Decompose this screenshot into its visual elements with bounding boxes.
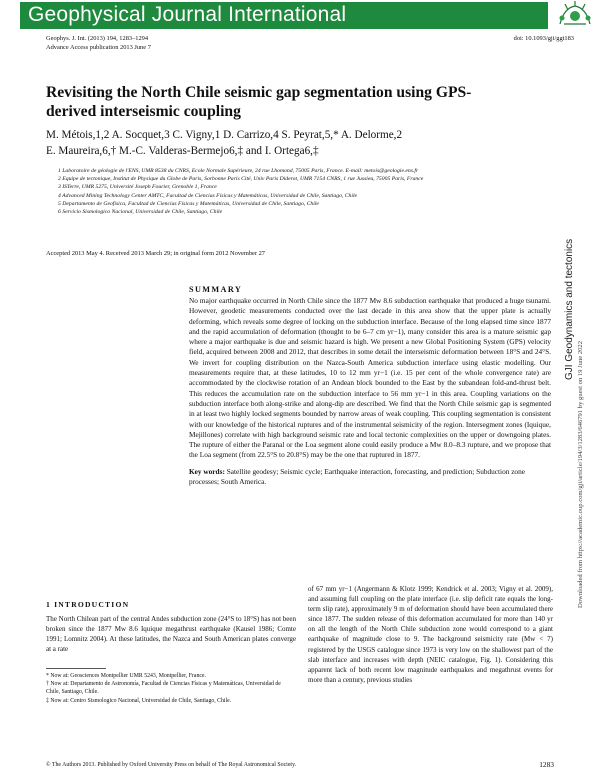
download-note-text: Downloaded from https://academic.oup.com/gji/article/194/3/1283/646791 by guest on 19 June 2022 — [577, 340, 584, 608]
footnotes — [46, 672, 296, 705]
footnote: * Now at: Geosciences Montpellier UMR 5243, Montpellier, France. — [46, 673, 206, 679]
affiliation: 1 Laboratoire de géologie de l'ENS, UMR 8538 du CNRS, Ecole Normale Supérieure, 24 rue Lhomond, 75005 Paris, France. E-mail: metois@geologie.ens.fr — [58, 168, 419, 174]
affiliation: 4 Advanced Mining Technology Center AMTC, Facultad de Ciencias Físicas y Matemáticas, Universidad de Chile, Santiago, Chile — [58, 192, 358, 199]
affiliations — [58, 167, 558, 216]
authors-line-1: M. Métois,1,2 A. Socquet,3 C. Vigny,1 D. Carrizo,4 S. Peyrat,5,* A. Delorme,2 — [46, 129, 403, 141]
journal-title: Geophysical Journal International — [28, 3, 347, 26]
footnote: † Now at: Departamento de Astronomía, Facultad de Ciencias Físicas y Matemáticas, Universidad de Chile, Santiago, Chile. — [46, 681, 281, 696]
summary-text: No major earthquake occurred in North Chile since the 1877 Mw 8.6 subduction earthquake that produced a huge tsunami. However, geodetic measurements conducted over the last decade in this area show that the upper plate is actually deforming, which reveals some degree of locking on the subduction interface. Because of the long elapsed time since 1877 and the rapid accumulation of deformation (thought to be 6–7 cm yr−1), many consider this area is a mature seismic gap where a major earthquake is due and seismic hazard is high. We present a new Global Positioning System (GPS) velocity field, acquired between 2008 and 2012, that describes in some detail the interseismic deformation between 18°S and 24°S. We invert for coupling distribution on the Nazca-South America subduction interface using elastic modelling. Our measurements require that, at these latitudes, 10 to 12 mm yr−1 (i.e. 15 per cent of the whole convergence rate) are accommodated by the clockwise rotation of an Andean block bounded to the East by the subandean fold-and-thrust belt. This reduces the accumulation rate on the subduction interface to 56 mm yr−1 in this area. Coupling variations on the subduction interface both along-strike and along-dip are described. We find that the North Chile seismic gap is segmented in at least two highly locked segments bounded by narrow areas of weak coupling. This coupling segmentation is consistent with our knowledge of the historical ruptures and of the instrumental seismicity of the region. Intersegment zones (Iquique, Mejillones) correlate with high background seismic rate and local tectonic complexities on the upper or downgoing plates. The rupture of either the Paranal or the Loa segment alone could easily produce a Mw 8.0–8.3 rupture, and we propose that the Loa segment (from 22.5°S to 20.8°S) may be the one that ruptured in 1877. — [189, 296, 551, 460]
citation-line: Geophys. J. Int. (2013) 194, 1283–1294 — [46, 35, 149, 42]
affiliation: 3 ISTerre, UMR 5275, Université Joseph Fourier, Grenoble 1, France — [58, 184, 217, 191]
doi: doi: 10.1093/gji/ggt183 — [513, 35, 574, 42]
journal-banner — [20, 2, 548, 29]
journal-section-tag — [564, 140, 575, 380]
footnote-divider — [46, 668, 106, 669]
keywords — [189, 467, 551, 488]
affiliation: 6 Servicio Sismologico Nacional, Universidad de Chile, Santiago, Chile — [58, 209, 223, 216]
citation-block — [46, 35, 151, 52]
download-note[interactable] — [577, 341, 584, 608]
keywords-label: Key words: — [189, 466, 225, 476]
article-title: Revisiting the North Chile seismic gap segmentation using GPS-derived interseismic coupling — [46, 84, 472, 120]
author-list — [46, 128, 526, 159]
affiliation: 2 Equipe de tectonique, Institut de Physique du Globe de Paris, Sorbonne Paris Cité, Univ Paris Diderot, UMR 7154 CNRS, 1 rue Jussieu, 75005 Paris, France — [58, 176, 424, 183]
ras-logo-icon — [550, 0, 600, 30]
journal-section-label: GJI Geodynamics and tectonics — [564, 238, 575, 380]
footnote: ‡ Now at: Centro Sismologico Nacional, Universidad de Chile, Santiago, Chile. — [46, 697, 232, 704]
introduction-heading: 1 INTRODUCTION — [46, 600, 130, 609]
introduction-right-column: of 67 mm yr−1 (Angermann & Klotz 1999; Kendrick et al. 2003; Vigny et al. 2009), and assuming full coupling on the plate interface (i.e. slip deficit rate equals the long-term slip rate), approximately 9 m of deformation should have been accumulated there since 1877. The sudden release of this deformation accumulated for more than 140 yr on all the length of the North Chile subduction zone would correspond to a giant earthquake of magnitude close to 9. The background seismicity rate (Mw < 7) registered by the USGS catalogue since 1973 is very low on the shallowest part of the slab interface and increases with depth (NEIC catalogue, Fig. 1). Considering this apparent lack of both recent low magnitude earthquakes and megathrust events for more than a century, previous studies — [308, 585, 553, 684]
copyright: © The Authors 2013. Published by Oxford University Press on behalf of The Royal Astronomical Society. — [46, 762, 297, 768]
affiliation: 5 Departamento de Geofísica, Facultad de Ciencias Físicas y Matemáticas, Universidad de Chile, Santiago, Chile — [58, 200, 319, 207]
summary-section — [189, 285, 551, 487]
keywords-list: Satellite geodesy; Seismic cycle; Earthquake interaction, forecasting, and prediction; Subduction zone processes; South America. — [189, 466, 525, 487]
summary-heading: SUMMARY — [189, 285, 243, 294]
authors-line-2: E. Maureira,6,† M.-C. Valderas-Bermejo6,‡ and I. Ortega6,‡ — [46, 144, 319, 157]
advance-access-line: Advance Access publication 2013 June 7 — [46, 43, 151, 51]
received-dates: Accepted 2013 May 4. Received 2013 March 29; in original form 2012 November 27 — [46, 250, 266, 257]
introduction-left-column: The North Chilean part of the central Andes subduction zone (24°S to 18°S) has not been broken since the 1877 Mw 8.6 Iquique megathrust earthquake (Kausel 1986; Comte 1991; Lomnitz 2004). At these latitudes, the Nazca and South American plates converge at a rate — [46, 615, 296, 654]
page-number: 1283 — [539, 760, 554, 769]
